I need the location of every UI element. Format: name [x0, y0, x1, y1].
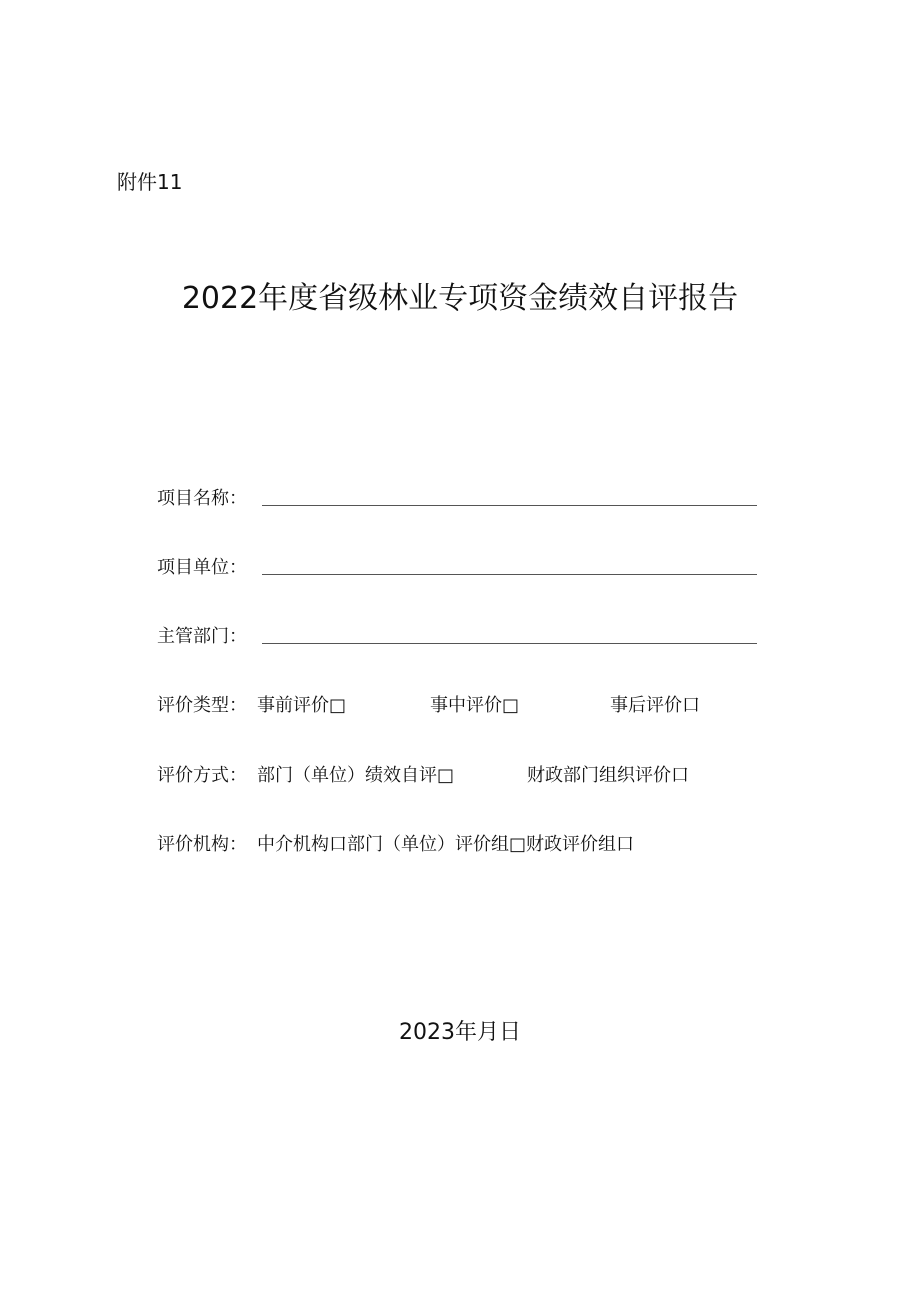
evaluation-method-option-self: 部门（单位）绩效自评□ — [257, 765, 455, 786]
evaluation-method-label: 评价方式： — [157, 765, 247, 786]
evaluation-type-option-mid: 事中评价□ — [430, 695, 520, 716]
evaluation-type-option-pre: 事前评价□ — [257, 695, 347, 716]
evaluation-agency-row — [157, 830, 757, 860]
department-field — [157, 622, 757, 652]
evaluation-agency-options: 中介机构口部门（单位）评价组□财政评价组口 — [257, 834, 635, 855]
project-name-field — [157, 484, 757, 514]
evaluation-type-option-post: 事后评价口 — [610, 695, 700, 716]
report-title: 2022年度省级林业专项资金绩效自评报告 — [181, 281, 739, 316]
project-unit-label: 项目单位： — [157, 557, 247, 578]
evaluation-method-row — [157, 761, 757, 791]
attachment-label: 附件11 — [117, 170, 183, 194]
project-name-blank-line — [262, 505, 757, 506]
project-unit-blank-line — [262, 574, 757, 575]
department-blank-line — [262, 643, 757, 644]
department-label: 主管部门： — [157, 626, 247, 647]
report-date: 2023年月日 — [399, 1020, 521, 1045]
project-name-label: 项目名称： — [157, 488, 247, 509]
evaluation-method-option-finance: 财政部门组织评价口 — [527, 765, 689, 786]
evaluation-type-label: 评价类型： — [157, 695, 247, 716]
evaluation-agency-label: 评价机构： — [157, 834, 247, 855]
evaluation-type-row — [157, 691, 757, 721]
project-unit-field — [157, 553, 757, 583]
